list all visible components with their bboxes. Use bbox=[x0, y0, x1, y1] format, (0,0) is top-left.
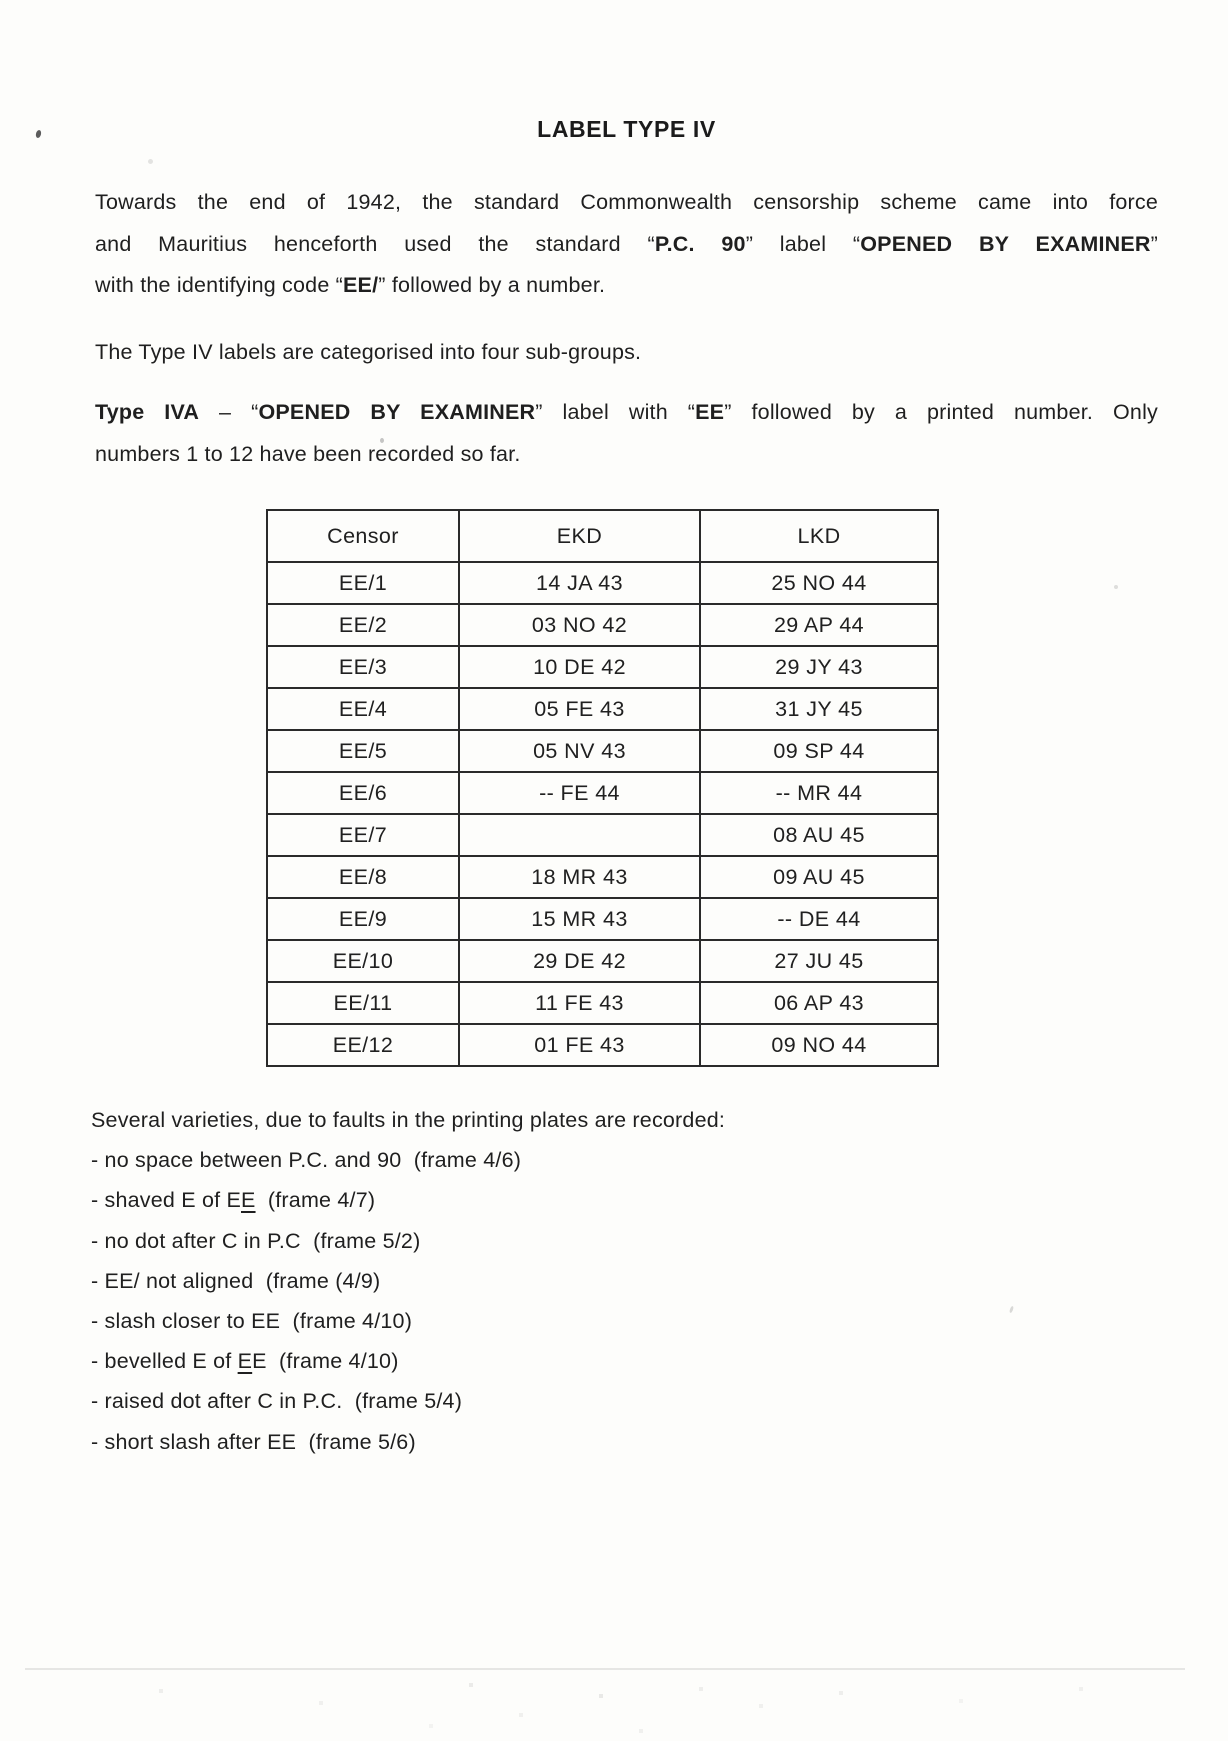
text-segment: numbers 1 to 12 have been recorded so far. bbox=[95, 441, 521, 466]
col-header-lkd: LKD bbox=[700, 510, 938, 562]
text-segment: Several varieties, due to faults in the printing plates are recorded: bbox=[91, 1108, 726, 1132]
lkd-cell: 06 AP 43 bbox=[700, 982, 938, 1024]
text-segment: - no space between P.C. and 90 (frame 4/6) bbox=[91, 1148, 522, 1173]
censor-cell: EE/11 bbox=[267, 982, 459, 1024]
censor-cell: EE/12 bbox=[267, 1024, 459, 1066]
lkd-cell: 29 JY 43 bbox=[700, 646, 938, 688]
censor-cell: EE/8 bbox=[267, 856, 459, 898]
censor-date-table bbox=[266, 509, 939, 1067]
ekd-cell: 15 MR 43 bbox=[459, 898, 700, 940]
table-row bbox=[267, 730, 938, 772]
ink-speck bbox=[35, 129, 42, 138]
intro-paragraph bbox=[95, 182, 1158, 307]
varieties-intro bbox=[91, 1100, 1161, 1140]
bold-text-segment: EE/ bbox=[343, 273, 379, 297]
lkd-cell: -- MR 44 bbox=[700, 772, 938, 814]
ekd-cell: 11 FE 43 bbox=[459, 982, 700, 1024]
paragraph-line bbox=[95, 392, 1158, 434]
lkd-cell: 25 NO 44 bbox=[700, 562, 938, 604]
censor-cell: EE/3 bbox=[267, 646, 459, 688]
bold-text-segment: Type IVA bbox=[95, 400, 200, 424]
paragraph-line bbox=[95, 265, 1158, 307]
table-row bbox=[267, 562, 938, 604]
variety-item bbox=[91, 1381, 1161, 1421]
lkd-cell: 09 AU 45 bbox=[700, 856, 938, 898]
text-segment: and Mauritius henceforth used the standard “ bbox=[95, 231, 655, 256]
varieties-section bbox=[91, 1100, 1161, 1462]
ekd-cell: 18 MR 43 bbox=[459, 856, 700, 898]
lkd-cell: 09 SP 44 bbox=[700, 730, 938, 772]
table-row bbox=[267, 982, 938, 1024]
table-row bbox=[267, 646, 938, 688]
lkd-cell: 08 AU 45 bbox=[700, 814, 938, 856]
lkd-cell: 29 AP 44 bbox=[700, 604, 938, 646]
ekd-cell: 14 JA 43 bbox=[459, 562, 700, 604]
lkd-cell: 27 JU 45 bbox=[700, 940, 938, 982]
underlined-text-segment: E bbox=[237, 1349, 253, 1374]
table-header-row bbox=[267, 510, 938, 562]
text-segment: The Type IV labels are categorised into four sub-groups. bbox=[95, 340, 642, 364]
text-segment: Towards the end of 1942, the standard Commonwealth censorship scheme came into force bbox=[95, 190, 1158, 214]
censor-cell: EE/6 bbox=[267, 772, 459, 814]
variety-item bbox=[91, 1341, 1161, 1381]
table-row bbox=[267, 856, 938, 898]
text-segment: ” label “ bbox=[745, 231, 861, 256]
ekd-cell: 10 DE 42 bbox=[459, 646, 700, 688]
censor-cell: EE/10 bbox=[267, 940, 459, 982]
ekd-cell: 01 FE 43 bbox=[459, 1024, 700, 1066]
lkd-cell: -- DE 44 bbox=[700, 898, 938, 940]
variety-item bbox=[91, 1180, 1161, 1220]
table-row bbox=[267, 1024, 938, 1066]
ekd-cell: 29 DE 42 bbox=[459, 940, 700, 982]
text-segment: (frame 4/7) bbox=[255, 1188, 376, 1213]
table-row bbox=[267, 772, 938, 814]
lkd-cell: 31 JY 45 bbox=[700, 688, 938, 730]
table-row bbox=[267, 814, 938, 856]
scan-speck bbox=[1114, 585, 1118, 589]
col-header-censor: Censor bbox=[267, 510, 459, 562]
text-segment: ” followed by a number. bbox=[378, 273, 606, 297]
censor-cell: EE/7 bbox=[267, 814, 459, 856]
bold-text-segment: OPENED BY EXAMINER bbox=[258, 400, 536, 424]
table-row bbox=[267, 688, 938, 730]
ekd-cell: 05 NV 43 bbox=[459, 730, 700, 772]
type-iva-paragraph bbox=[95, 392, 1158, 475]
censor-cell: EE/4 bbox=[267, 688, 459, 730]
ekd-cell: 05 FE 43 bbox=[459, 688, 700, 730]
text-segment: with the identifying code “ bbox=[95, 273, 344, 297]
text-segment: - short slash after EE (frame 5/6) bbox=[91, 1429, 416, 1454]
table-row bbox=[267, 940, 938, 982]
scan-speck bbox=[148, 159, 153, 164]
variety-item bbox=[91, 1301, 1161, 1341]
text-segment: ” label with “ bbox=[535, 400, 696, 424]
censor-cell: EE/1 bbox=[267, 562, 459, 604]
censor-cell: EE/2 bbox=[267, 604, 459, 646]
text-segment: ” followed by a printed number. Only bbox=[724, 400, 1158, 424]
variety-item bbox=[91, 1422, 1161, 1462]
bold-text-segment: P.C. 90 bbox=[654, 231, 746, 256]
scan-noise-speckles bbox=[0, 0, 2, 2]
underlined-text-segment: E bbox=[241, 1188, 256, 1213]
paragraph-line bbox=[95, 434, 1158, 476]
variety-item bbox=[91, 1221, 1161, 1261]
variety-item bbox=[91, 1261, 1161, 1301]
censor-cell: EE/9 bbox=[267, 898, 459, 940]
censor-cell: EE/5 bbox=[267, 730, 459, 772]
text-segment: - raised dot after C in P.C. (frame 5/4) bbox=[91, 1389, 463, 1414]
scan-artifact-band bbox=[25, 1668, 1185, 1670]
lkd-cell: 09 NO 44 bbox=[700, 1024, 938, 1066]
text-segment: E (frame 4/10) bbox=[252, 1349, 399, 1374]
ekd-cell bbox=[459, 814, 700, 856]
text-segment: - shaved E of E bbox=[91, 1188, 241, 1213]
paragraph-line bbox=[95, 332, 1158, 374]
text-segment: - EE/ not aligned (frame (4/9) bbox=[91, 1268, 381, 1293]
text-segment: - slash closer to EE (frame 4/10) bbox=[91, 1308, 413, 1333]
text-segment: - no dot after C in P.C (frame 5/2) bbox=[91, 1228, 421, 1253]
paragraph-line bbox=[95, 182, 1158, 224]
variety-item bbox=[91, 1140, 1161, 1180]
table-row bbox=[267, 898, 938, 940]
bold-text-segment: OPENED BY EXAMINER bbox=[860, 231, 1151, 256]
text-segment: ” bbox=[1150, 231, 1158, 256]
text-segment: - bevelled E of bbox=[91, 1349, 238, 1374]
ekd-cell: 03 NO 42 bbox=[459, 604, 700, 646]
subgroups-paragraph bbox=[95, 332, 1158, 374]
text-segment: – “ bbox=[199, 400, 259, 424]
table-row bbox=[267, 604, 938, 646]
bold-text-segment: EE bbox=[695, 400, 725, 424]
ekd-cell: -- FE 44 bbox=[459, 772, 700, 814]
page-title: LABEL TYPE IV bbox=[537, 116, 716, 142]
col-header-ekd: EKD bbox=[459, 510, 700, 562]
paragraph-line bbox=[95, 224, 1158, 266]
